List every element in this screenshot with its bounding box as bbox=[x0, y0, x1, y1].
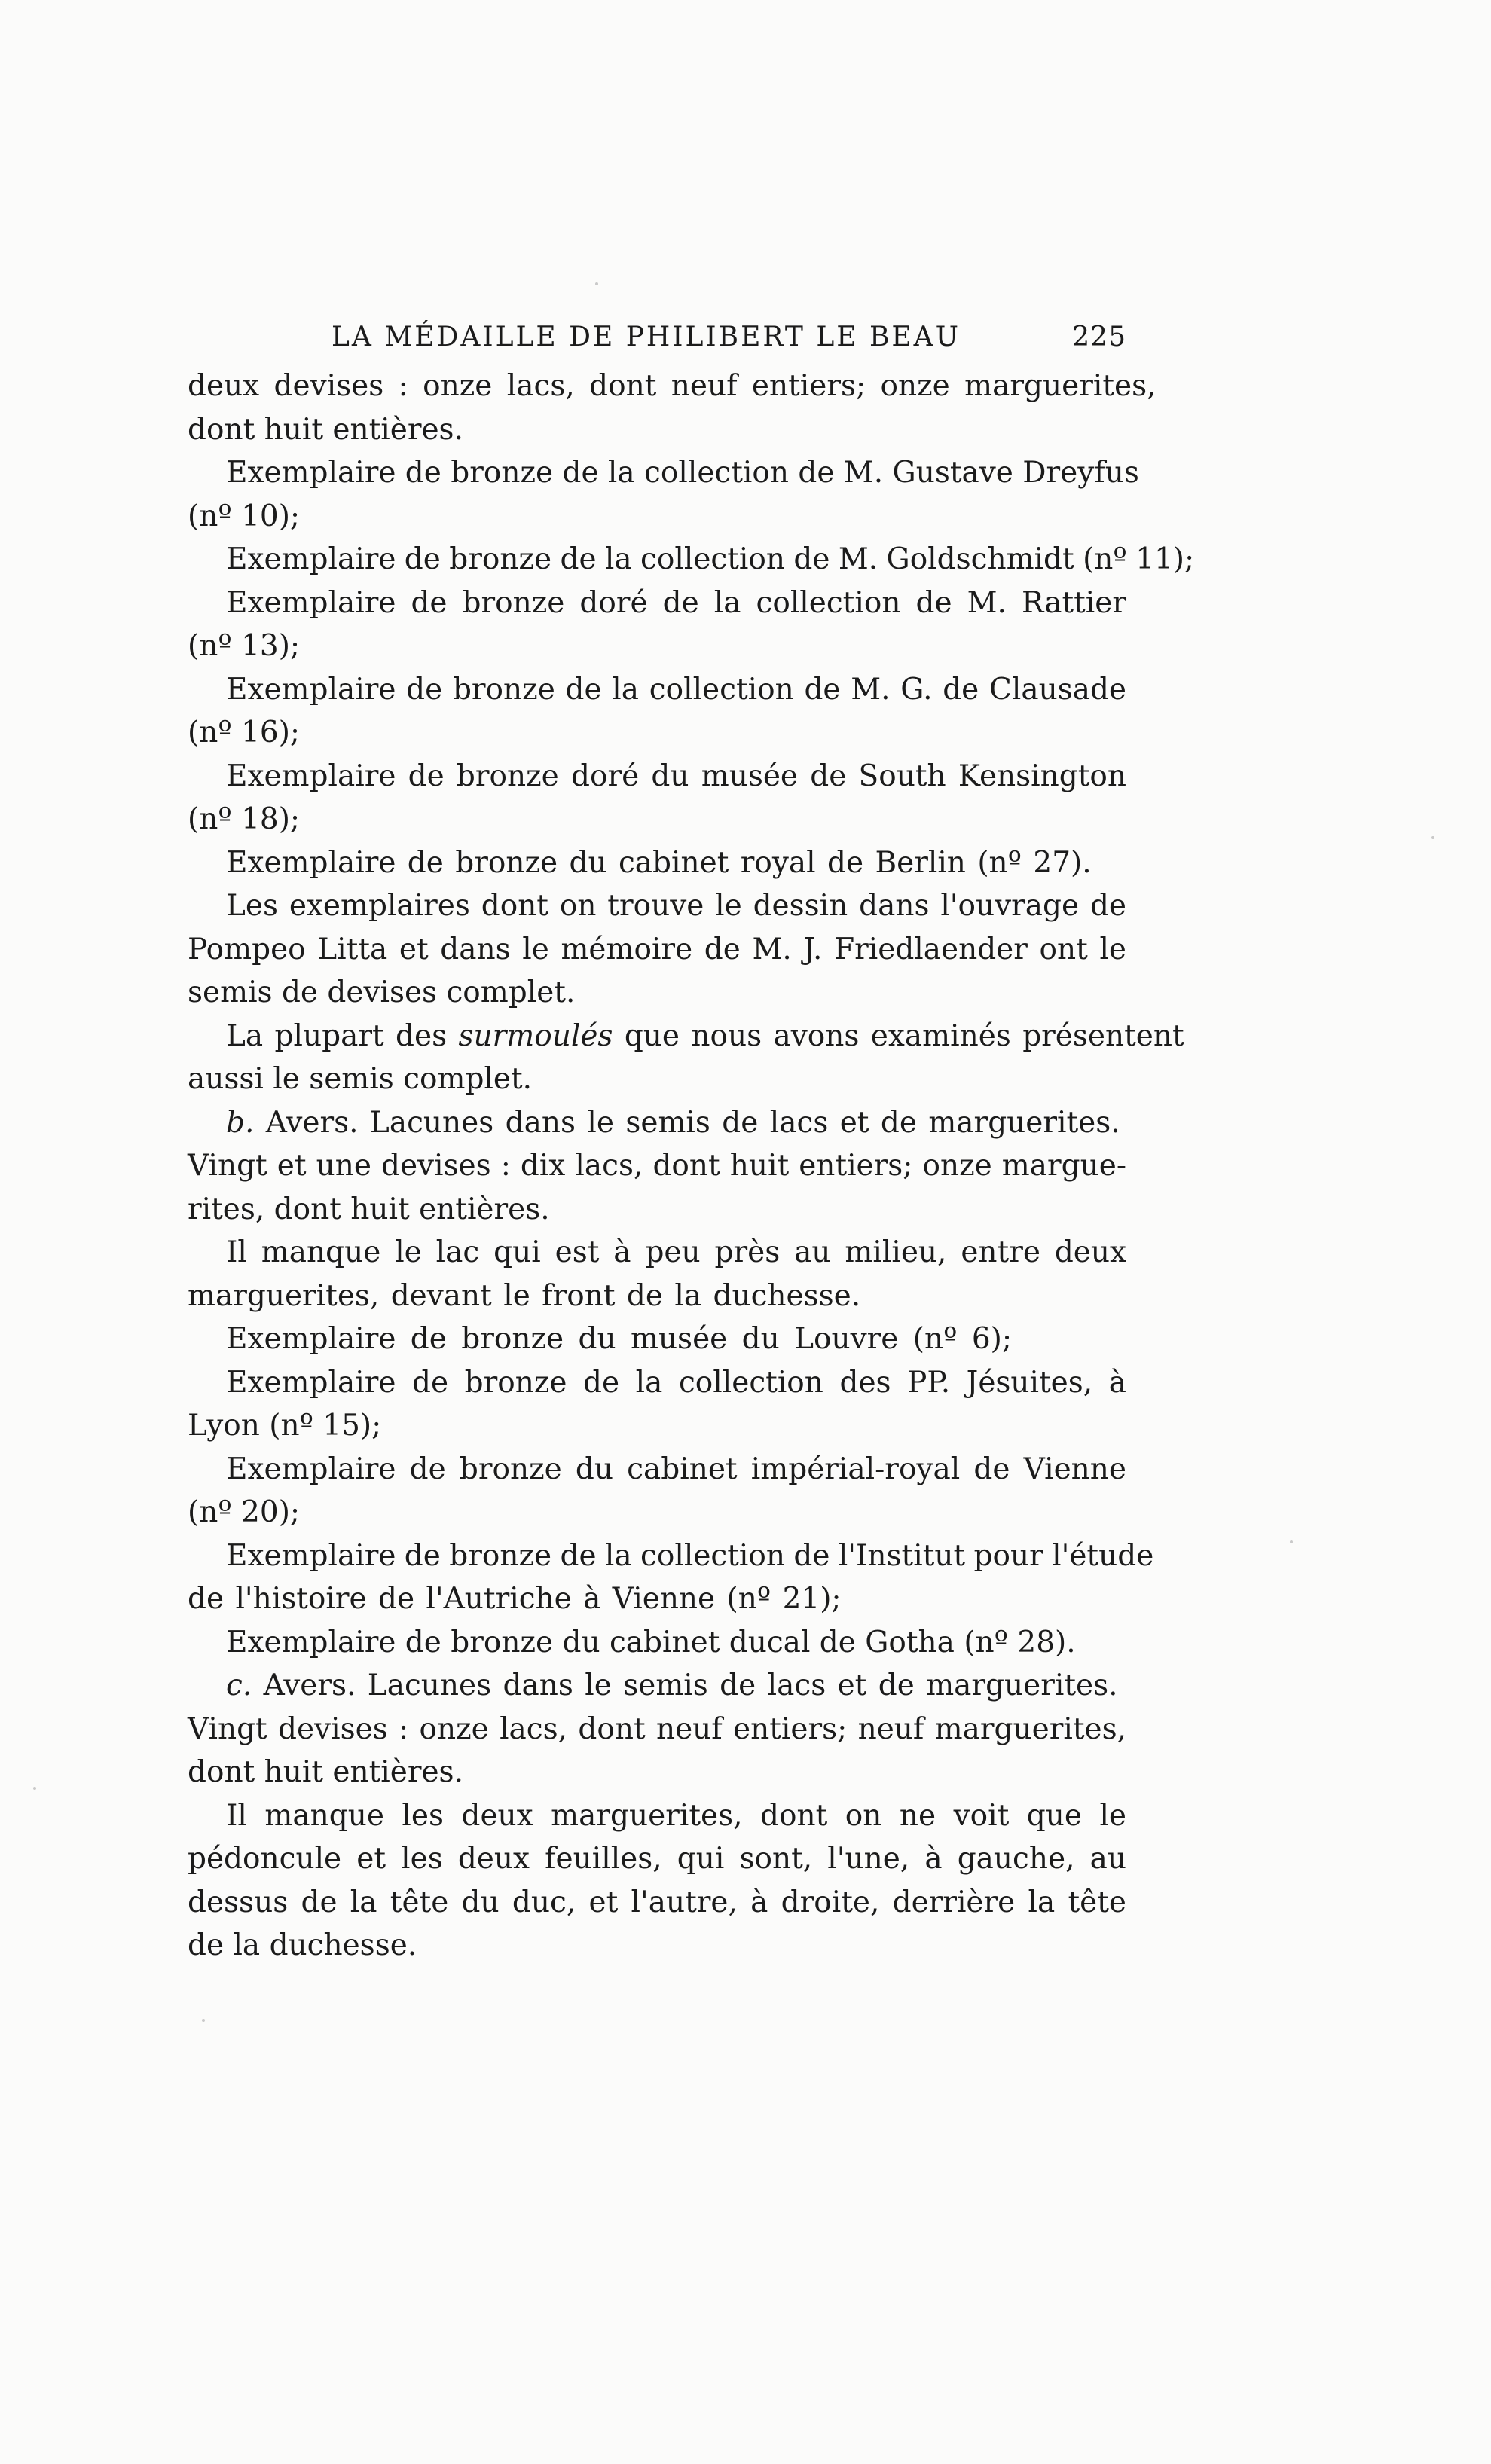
text-line-35: pédoncule et les deux feuilles, qui sont, l'une, à gauche, au bbox=[188, 1842, 1126, 1876]
italic-word: surmoulés bbox=[458, 1018, 613, 1053]
text-line-29: de l'histoire de l'Autriche à Vienne (nº 21); bbox=[188, 1582, 842, 1616]
text-line-12: Exemplaire de bronze du cabinet royal de Berlin (nº 27). bbox=[226, 845, 1092, 880]
text-line-6: Exemplaire de bronze doré de la collection de M. Rattier bbox=[226, 585, 1126, 620]
text-line-32: Vingt devises : onze lacs, dont neuf entiers; neuf marguerites, bbox=[188, 1711, 1126, 1746]
text-line-37: de la duchesse. bbox=[188, 1928, 417, 1962]
body-text bbox=[188, 365, 1195, 1968]
text-line-33: dont huit entières. bbox=[188, 1755, 463, 1789]
text-line-2: dont huit entières. bbox=[188, 412, 463, 447]
text-line-16-prefix: La plupart des bbox=[226, 1018, 448, 1053]
text-line-13: Les exemplaires dont on trouve le dessin dans l'ouvrage de bbox=[226, 889, 1126, 923]
text-line-31-rest: Avers. Lacunes dans le semis de lacs et de marguerites. bbox=[263, 1669, 1118, 1702]
text-line-9: (nº 16); bbox=[188, 716, 301, 750]
text-line-28: Exemplaire de bronze de la collection de l'Institut pour l'étude bbox=[226, 1538, 1154, 1573]
text-line-16-rest: que nous avons examinés présentent bbox=[624, 1018, 1184, 1053]
text-line-25: Lyon (nº 15); bbox=[188, 1409, 382, 1443]
text-line-7: (nº 13); bbox=[188, 629, 301, 663]
text-line-18 bbox=[188, 1101, 1126, 1145]
paper-speck bbox=[595, 282, 598, 285]
text-line-14: Pompeo Litta et dans le mémoire de M. J. Friedlaender ont le bbox=[188, 932, 1126, 966]
text-line-8: Exemplaire de bronze de la collection de M. G. de Clausade bbox=[226, 672, 1126, 707]
text-line-31 bbox=[188, 1664, 1126, 1708]
text-line-17: aussi le semis complet. bbox=[188, 1062, 533, 1096]
text-line-1: deux devises : onze lacs, dont neuf entiers; onze marguerites, bbox=[188, 369, 1156, 403]
running-title: LA MÉDAILLE DE PHILIBERT LE BEAU bbox=[332, 322, 961, 353]
text-line-34: Il manque les deux marguerites, dont on ne voit que le bbox=[226, 1798, 1126, 1833]
text-line-27: (nº 20); bbox=[188, 1495, 301, 1529]
paper-speck bbox=[202, 2019, 205, 2022]
item-marker-b: b. bbox=[226, 1105, 255, 1140]
paper-speck bbox=[1290, 1540, 1293, 1543]
page-number: 225 bbox=[1072, 322, 1126, 353]
text-line-4: (nº 10); bbox=[188, 499, 301, 533]
text-line-23: Exemplaire de bronze du musée du Louvre (nº 6); bbox=[226, 1322, 1012, 1356]
text-line-19: Vingt et une devises : dix lacs, dont huit entiers; onze margue- bbox=[188, 1149, 1126, 1183]
text-line-36: dessus de la tête du duc, et l'autre, à droite, derrière la tête bbox=[188, 1885, 1126, 1919]
text-line-21: Il manque le lac qui est à peu près au milieu, entre deux bbox=[226, 1235, 1126, 1269]
text-line-16 bbox=[188, 1015, 1184, 1058]
text-line-24: Exemplaire de bronze de la collection des PP. Jésuites, à bbox=[226, 1365, 1126, 1400]
text-line-30: Exemplaire de bronze du cabinet ducal de Gotha (nº 28). bbox=[226, 1625, 1076, 1659]
text-line-20: rites, dont huit entières. bbox=[188, 1192, 550, 1226]
text-line-11: (nº 18); bbox=[188, 802, 301, 836]
text-line-22: marguerites, devant le front de la duchesse. bbox=[188, 1278, 861, 1313]
text-line-10: Exemplaire de bronze doré du musée de South Kensington bbox=[226, 759, 1126, 793]
text-line-18-rest: Avers. Lacunes dans le semis de lacs et de marguerites. bbox=[265, 1105, 1120, 1140]
text-line-3: Exemplaire de bronze de la collection de M. Gustave Dreyfus bbox=[226, 456, 1139, 490]
item-marker-c: c. bbox=[226, 1669, 252, 1702]
text-line-26: Exemplaire de bronze du cabinet impérial-royal de Vienne bbox=[226, 1452, 1126, 1486]
paper-speck bbox=[33, 1787, 36, 1790]
running-header bbox=[332, 315, 1126, 360]
paper-speck bbox=[1431, 836, 1434, 839]
text-line-5: Exemplaire de bronze de la collection de M. Goldschmidt (nº 11); bbox=[226, 542, 1195, 576]
text-line-15: semis de devises complet. bbox=[188, 976, 576, 1009]
